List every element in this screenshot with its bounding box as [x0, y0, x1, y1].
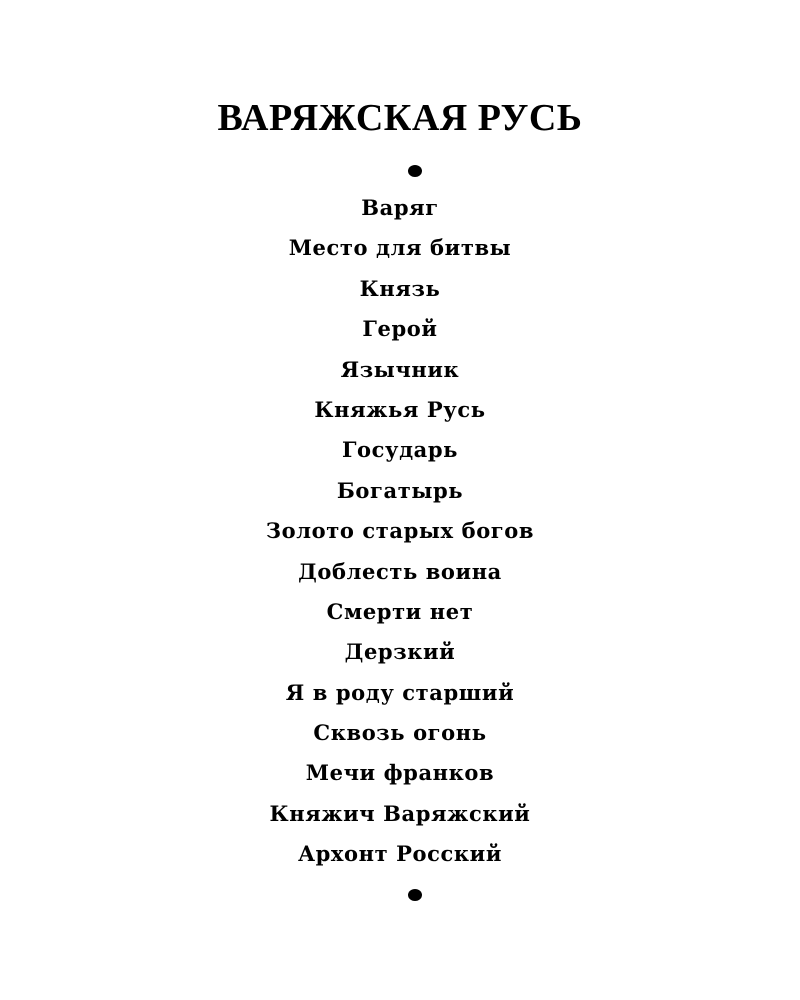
book-title-item: Варяг: [361, 195, 439, 220]
book-title-item: Князь: [359, 275, 441, 301]
book-title-item: Дерзкий: [344, 639, 456, 665]
book-title-item: Я в роду старший: [285, 679, 515, 705]
book-title-item: Сквозь огонь: [313, 720, 487, 746]
book-title-item: Герой: [362, 316, 438, 342]
book-title-item: Золото старых богов: [265, 518, 535, 544]
series-title: ВАРЯЖСКАЯ РУСЬ: [217, 97, 583, 139]
book-title-item: Государь: [341, 437, 459, 463]
bullet-ornament-bottom: [408, 889, 422, 901]
book-title-item: Архонт Росский: [297, 841, 503, 867]
book-title-item: Место для битвы: [288, 235, 512, 261]
book-title-item: Мечи франков: [305, 760, 495, 786]
book-title-item: Богатырь: [336, 477, 464, 503]
bullet-ornament-top: [408, 165, 422, 177]
book-title-item: Княжья Русь: [314, 396, 486, 422]
book-title-item: Княжич Варяжский: [269, 800, 531, 826]
book-title-item: Язычник: [340, 356, 460, 382]
book-title-item: Доблесть воина: [298, 558, 502, 584]
book-title-list: [0, 188, 800, 875]
book-title-item: Смерти нет: [326, 598, 474, 624]
